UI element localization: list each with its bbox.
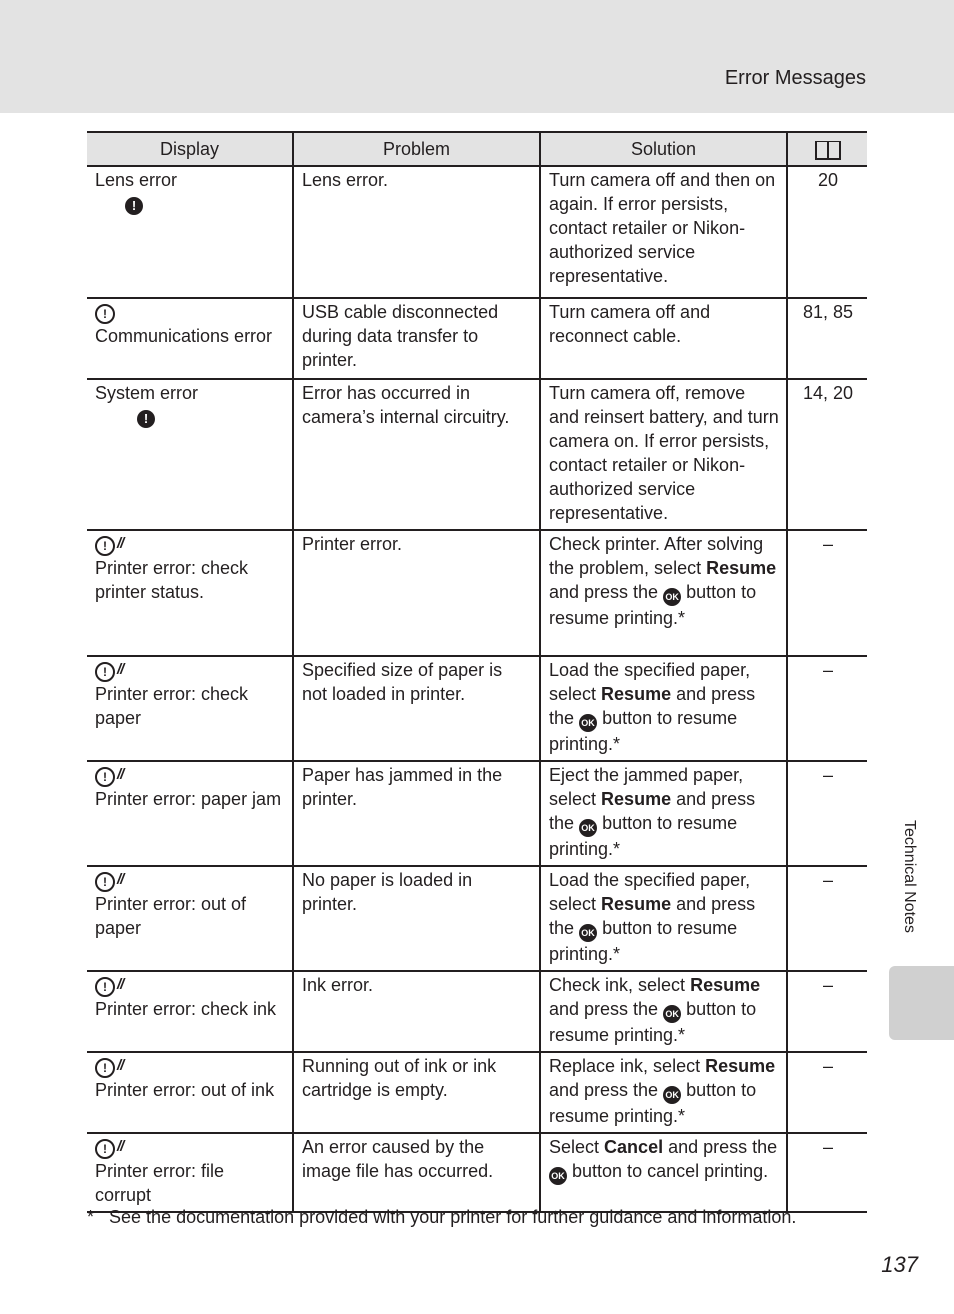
ok-button-icon: OK [663,1005,681,1023]
display-cell [87,530,293,656]
error-messages-table [87,131,867,1213]
display-cell [87,1052,293,1133]
display-cell [87,656,293,761]
action-name: Resume [601,894,672,914]
table-header-row [87,132,867,166]
printer-icon: // [117,535,124,552]
header-band [0,0,954,113]
solution-cell: Check printer. After solving the problem, select Resume and press the OK button to resume printing.* [540,530,787,656]
display-text: Printer error: out of paper [95,894,247,938]
display-text: Communications error [95,326,273,346]
warning-icon: ! [125,197,143,215]
solution-cell: Turn camera off and reconnect cable. [540,298,787,379]
page-ref: – [787,1133,867,1212]
solution-cell: Turn camera off, remove and reinsert battery, and turn camera on. If error persists, contact retailer or Nikon-authorized service representative. [540,379,787,530]
action-name: Resume [705,1056,776,1076]
warning-outline-icon: ! [95,304,115,324]
problem-cell: Ink error. [293,971,540,1052]
table-row [87,1052,867,1133]
ok-button-icon: OK [579,819,597,837]
display-text: Printer error: file corrupt [95,1161,225,1205]
problem-cell: Lens error. [293,166,540,298]
problem-cell: An error caused by the image file has occurred. [293,1133,540,1212]
footnote [87,1207,887,1228]
printer-icon: // [117,766,124,783]
solution-cell: Turn camera off and then on again. If error persists, contact retailer or Nikon-authorized service representative. [540,166,787,298]
column-header-display: Display [87,132,293,166]
problem-cell: Paper has jammed in the printer. [293,761,540,866]
display-text: Printer error: check printer status. [95,558,249,602]
table-row [87,166,867,298]
page-ref: 20 [787,166,867,298]
action-name: Resume [601,684,672,704]
table-row [87,298,867,379]
problem-cell: Error has occurred in camera’s internal circuitry. [293,379,540,530]
warning-outline-icon: ! [95,536,115,556]
problem-cell: Running out of ink or ink cartridge is empty. [293,1052,540,1133]
table-row [87,530,867,656]
warning-outline-icon: ! [95,872,115,892]
ok-button-icon: OK [549,1167,567,1185]
table-row [87,379,867,530]
table-row [87,1133,867,1212]
page-ref: – [787,971,867,1052]
book-icon [815,141,841,160]
action-name: Cancel [604,1137,664,1157]
table-row [87,656,867,761]
ok-button-icon: OK [579,714,597,732]
footnote-marker: * [87,1207,95,1227]
side-tab-label: Technical Notes [901,820,918,933]
display-cell [87,379,293,530]
warning-outline-icon: ! [95,1139,115,1159]
page-ref: – [787,1052,867,1133]
display-cell [87,971,293,1052]
page-ref: – [787,530,867,656]
side-tab [894,820,922,960]
solution-cell: Load the specified paper, select Resume and press the OK button to resume printing.* [540,656,787,761]
action-name: Resume [601,789,672,809]
display-cell [87,866,293,971]
page-ref: 81, 85 [787,298,867,379]
solution-cell: Eject the jammed paper, select Resume and press the OK button to resume printing.* [540,761,787,866]
ok-button-icon: OK [663,588,681,606]
display-text: Printer error: out of ink [95,1080,275,1100]
warning-outline-icon: ! [95,767,115,787]
display-text: Printer error: check ink [95,999,277,1019]
display-cell [87,761,293,866]
table-row [87,761,867,866]
column-header-problem: Problem [293,132,540,166]
page-ref: – [787,866,867,971]
table-row [87,971,867,1052]
display-cell [87,166,293,298]
problem-cell: No paper is loaded in printer. [293,866,540,971]
warning-outline-icon: ! [95,1058,115,1078]
ok-button-icon: OK [663,1086,681,1104]
page-ref: – [787,656,867,761]
problem-cell: USB cable disconnected during data transfer to printer. [293,298,540,379]
display-text: Printer error: check paper [95,684,249,728]
section-title: Error Messages [724,67,866,89]
column-header-solution: Solution [540,132,787,166]
solution-cell: Select Cancel and press the OK button to cancel printing. [540,1133,787,1212]
column-header-page [787,132,867,166]
printer-icon: // [117,871,124,888]
warning-outline-icon: ! [95,977,115,997]
printer-icon: // [117,976,124,993]
printer-icon: // [117,1138,124,1155]
solution-cell: Replace ink, select Resume and press the OK button to resume printing.* [540,1052,787,1133]
footnote-text: See the documentation provided with your printer for further guidance and information. [109,1207,797,1227]
display-cell [87,1133,293,1212]
solution-cell: Load the specified paper, select Resume and press the OK button to resume printing.* [540,866,787,971]
page-ref: 14, 20 [787,379,867,530]
page-ref: – [787,761,867,866]
warning-icon: ! [137,410,155,428]
table-row [87,866,867,971]
side-tab-marker [889,966,954,1040]
printer-icon: // [117,1057,124,1074]
display-cell [87,298,293,379]
display-text: System error [95,383,199,403]
problem-cell: Specified size of paper is not loaded in printer. [293,656,540,761]
warning-outline-icon: ! [95,662,115,682]
action-name: Resume [706,558,777,578]
solution-cell: Check ink, select Resume and press the OK button to resume printing.* [540,971,787,1052]
display-text: Printer error: paper jam [95,789,282,809]
ok-button-icon: OK [579,924,597,942]
printer-icon: // [117,661,124,678]
problem-cell: Printer error. [293,530,540,656]
action-name: Resume [690,975,761,995]
page-number: 137 [881,1252,918,1277]
display-text: Lens error [95,170,178,190]
